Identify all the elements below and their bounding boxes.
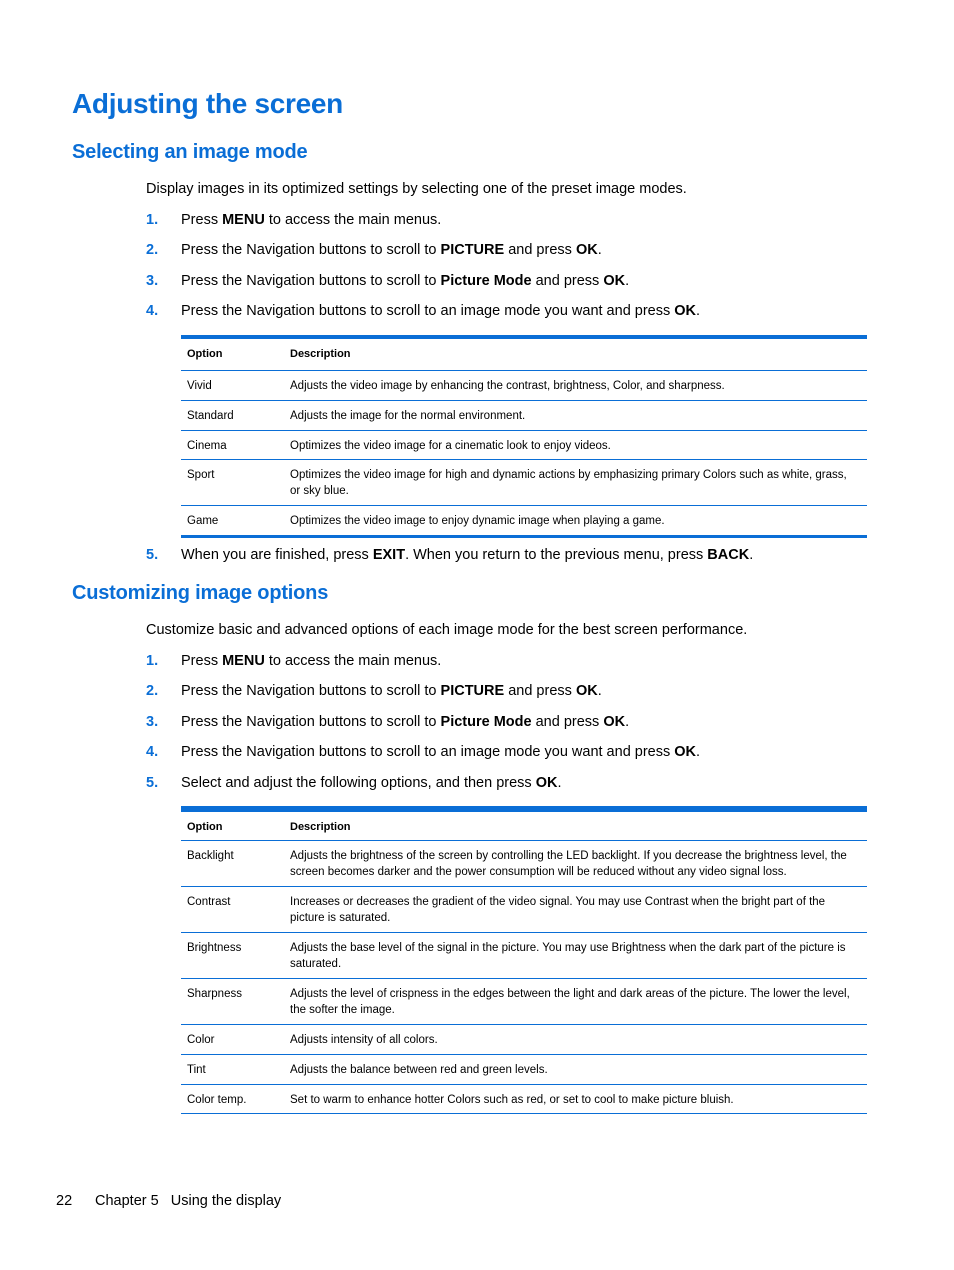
column-header-option: Option bbox=[187, 348, 223, 360]
table-row bbox=[181, 506, 867, 535]
description-cell: Adjusts intensity of all colors. bbox=[290, 1034, 438, 1046]
column-header-description: Description bbox=[290, 821, 351, 833]
column-header-option: Option bbox=[187, 821, 223, 833]
step-number: 4. bbox=[146, 303, 159, 319]
description-cell: Increases or decreases the gradient of the video signal. You may use Contrast when the bright part of the picture is saturated. bbox=[290, 896, 826, 924]
image-options-table bbox=[181, 806, 867, 1114]
table-header-row bbox=[181, 339, 867, 371]
option-cell: Tint bbox=[187, 1064, 206, 1076]
table-row bbox=[181, 371, 867, 401]
option-cell: Sport bbox=[187, 469, 215, 481]
option-cell: Standard bbox=[187, 410, 234, 422]
table-row bbox=[181, 1085, 867, 1114]
step-text: Press MENU to access the main menus. bbox=[181, 653, 442, 669]
step-number: 1. bbox=[146, 212, 159, 228]
page-title: Adjusting the screen bbox=[72, 88, 343, 119]
option-cell: Contrast bbox=[187, 896, 231, 908]
step-number: 2. bbox=[146, 683, 159, 699]
table-row bbox=[181, 401, 867, 431]
table-row bbox=[181, 1055, 867, 1085]
option-cell: Sharpness bbox=[187, 988, 242, 1000]
description-cell: Optimizes the video image to enjoy dynamic image when playing a game. bbox=[290, 515, 665, 527]
table-row bbox=[181, 933, 867, 979]
description-cell: Adjusts the balance between red and green levels. bbox=[290, 1064, 548, 1076]
description-cell: Adjusts the brightness of the screen by controlling the LED backlight. If you decrease the brightness level, the screen becomes darker and the power consumption will be reduced without any video signal loss. bbox=[290, 850, 847, 878]
table-row bbox=[181, 1025, 867, 1055]
step-text: Press the Navigation buttons to scroll to PICTURE and press OK. bbox=[181, 242, 602, 258]
section-heading-image-options: Customizing image options bbox=[72, 582, 329, 604]
column-header-description: Description bbox=[290, 348, 351, 360]
description-cell: Set to warm to enhance hotter Colors such as red, or set to cool to make picture bluish. bbox=[290, 1094, 734, 1106]
image-mode-table bbox=[181, 335, 867, 538]
step-text: Press the Navigation buttons to scroll to Picture Mode and press OK. bbox=[181, 714, 630, 730]
step-number: 5. bbox=[146, 775, 159, 791]
description-cell: Optimizes the video image for high and dynamic actions by emphasizing primary Colors such as white, grass, or sky blue. bbox=[290, 469, 847, 497]
step-number: 1. bbox=[146, 653, 159, 669]
step-number: 2. bbox=[146, 242, 159, 258]
option-cell: Color bbox=[187, 1034, 215, 1046]
option-cell: Backlight bbox=[187, 850, 234, 862]
page-number: 22 bbox=[56, 1193, 73, 1209]
step-number: 3. bbox=[146, 273, 159, 289]
step-text: Press the Navigation buttons to scroll to an image mode you want and press OK. bbox=[181, 303, 701, 319]
table-row bbox=[181, 460, 867, 506]
table-row bbox=[181, 841, 867, 887]
description-cell: Adjusts the image for the normal environment. bbox=[290, 410, 526, 422]
page-footer bbox=[56, 1192, 281, 1210]
option-cell: Cinema bbox=[187, 440, 227, 452]
step-number: 3. bbox=[146, 714, 159, 730]
table-row bbox=[181, 887, 867, 933]
table-row bbox=[181, 431, 867, 460]
step-text: When you are finished, press EXIT. When you return to the previous menu, press BACK. bbox=[181, 547, 754, 563]
description-cell: Adjusts the base level of the signal in the picture. You may use Brightness when the dark part of the picture is saturated. bbox=[290, 942, 846, 970]
table-header-row bbox=[181, 812, 867, 841]
step-text: Press the Navigation buttons to scroll to Picture Mode and press OK. bbox=[181, 273, 630, 289]
step-number: 4. bbox=[146, 744, 159, 760]
description-cell: Adjusts the video image by enhancing the contrast, brightness, Color, and sharpness. bbox=[290, 380, 725, 392]
option-cell: Game bbox=[187, 515, 219, 527]
description-cell: Optimizes the video image for a cinematic look to enjoy videos. bbox=[290, 440, 611, 452]
chapter-label: Chapter 5 Using the display bbox=[95, 1193, 282, 1209]
option-cell: Brightness bbox=[187, 942, 242, 954]
step-text: Press MENU to access the main menus. bbox=[181, 212, 442, 228]
section-intro: Display images in its optimized settings by selecting one of the preset image modes. bbox=[146, 181, 687, 197]
description-cell: Adjusts the level of crispness in the edges between the light and dark areas of the picture. The lower the level, the softer the image. bbox=[290, 988, 850, 1016]
step-number: 5. bbox=[146, 547, 159, 563]
section-intro: Customize basic and advanced options of each image mode for the best screen performance. bbox=[146, 622, 748, 638]
step-text: Press the Navigation buttons to scroll to PICTURE and press OK. bbox=[181, 683, 602, 699]
option-cell: Color temp. bbox=[187, 1094, 247, 1106]
option-cell: Vivid bbox=[187, 380, 212, 392]
step-text: Press the Navigation buttons to scroll to an image mode you want and press OK. bbox=[181, 744, 701, 760]
table-row bbox=[181, 979, 867, 1025]
step-text: Select and adjust the following options, and then press OK. bbox=[181, 775, 562, 791]
section-heading-image-mode: Selecting an image mode bbox=[72, 141, 308, 163]
